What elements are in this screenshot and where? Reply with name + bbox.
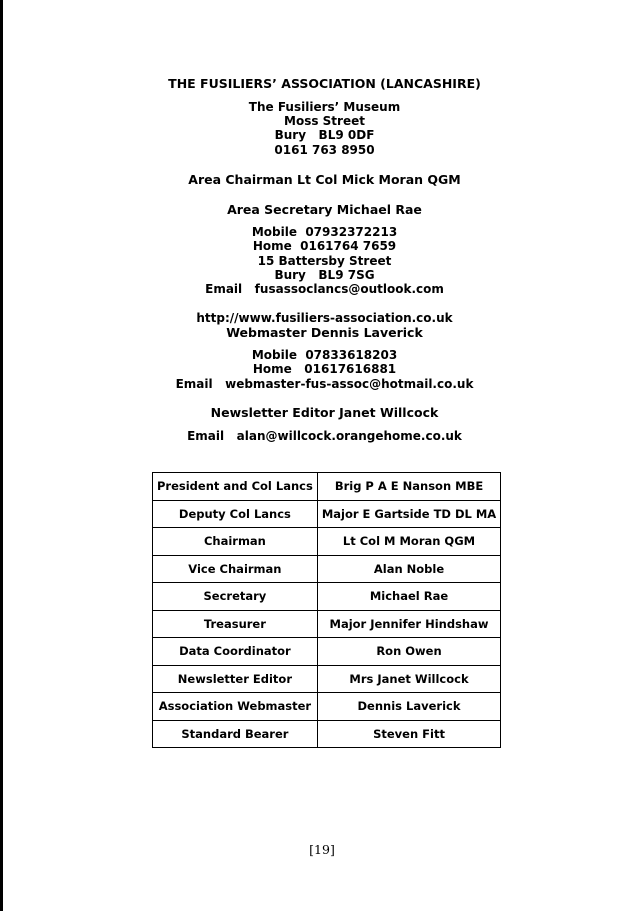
- area-chairman: Area Chairman Lt Col Mick Moran QGM: [188, 172, 461, 187]
- officer-holder: Major Jennifer Hindshaw: [317, 610, 500, 638]
- officer-holder: Major E Gartside TD DL MA: [317, 500, 500, 528]
- secretary-mobile: Mobile 07932372213: [251, 225, 398, 239]
- officer-role: Standard Bearer: [153, 720, 318, 748]
- table-row: [153, 610, 501, 638]
- secretary-email[interactable]: Email fusassoclancs@outlook.com: [205, 282, 444, 296]
- officer-holder: Michael Rae: [317, 583, 500, 611]
- officer-role: Newsletter Editor: [153, 665, 318, 693]
- officer-role: Chairman: [153, 528, 318, 556]
- table-row: [153, 638, 501, 666]
- officer-role: Secretary: [153, 583, 318, 611]
- association-title: THE FUSILIERS’ ASSOCIATION (LANCASHIRE): [168, 76, 481, 91]
- table-row: [153, 555, 501, 583]
- officer-holder: Dennis Laverick: [317, 693, 500, 721]
- officer-role: Treasurer: [153, 610, 318, 638]
- secretary-town: Bury BL9 7SG: [274, 268, 375, 282]
- table-row: [153, 528, 501, 556]
- officer-role: Vice Chairman: [153, 555, 318, 583]
- officer-holder: Ron Owen: [317, 638, 500, 666]
- area-secretary-heading: Area Secretary Michael Rae: [227, 202, 422, 217]
- page-number: [19]: [309, 842, 335, 857]
- officer-holder: Brig P A E Nanson MBE: [317, 473, 500, 501]
- table-row: [153, 665, 501, 693]
- table-row: [153, 500, 501, 528]
- page-left-border: [0, 0, 3, 911]
- website-link[interactable]: http://www.fusiliers-association.co.uk: [196, 311, 453, 325]
- table-row: [153, 720, 501, 748]
- webmaster-mobile: Mobile 07833618203: [251, 348, 398, 362]
- officer-holder: Lt Col M Moran QGM: [317, 528, 500, 556]
- officer-role: Deputy Col Lancs: [153, 500, 318, 528]
- newsletter-editor-email[interactable]: Email alan@willcock.orangehome.co.uk: [187, 429, 462, 443]
- address-line-town: Bury BL9 0DF: [274, 128, 375, 142]
- table-row: [153, 693, 501, 721]
- address-line-phone: 0161 763 8950: [274, 143, 375, 157]
- officer-role: President and Col Lancs: [153, 473, 318, 501]
- officers-table: [152, 472, 501, 748]
- officer-holder: Alan Noble: [317, 555, 500, 583]
- webmaster-email[interactable]: Email webmaster-fus-assoc@hotmail.co.uk: [175, 377, 474, 391]
- secretary-street: 15 Battersby Street: [257, 254, 392, 268]
- address-line-museum: The Fusiliers’ Museum: [248, 100, 401, 114]
- officer-holder: Steven Fitt: [317, 720, 500, 748]
- webmaster-home: Home 01617616881: [252, 362, 397, 376]
- table-row: [153, 473, 501, 501]
- officer-holder: Mrs Janet Willcock: [317, 665, 500, 693]
- newsletter-editor-heading: Newsletter Editor Janet Willcock: [210, 405, 439, 420]
- address-line-street: Moss Street: [284, 114, 365, 128]
- officer-role: Association Webmaster: [153, 693, 318, 721]
- secretary-home: Home 0161764 7659: [252, 239, 397, 253]
- webmaster-heading: Webmaster Dennis Laverick: [226, 325, 423, 340]
- officer-role: Data Coordinator: [153, 638, 318, 666]
- table-row: [153, 583, 501, 611]
